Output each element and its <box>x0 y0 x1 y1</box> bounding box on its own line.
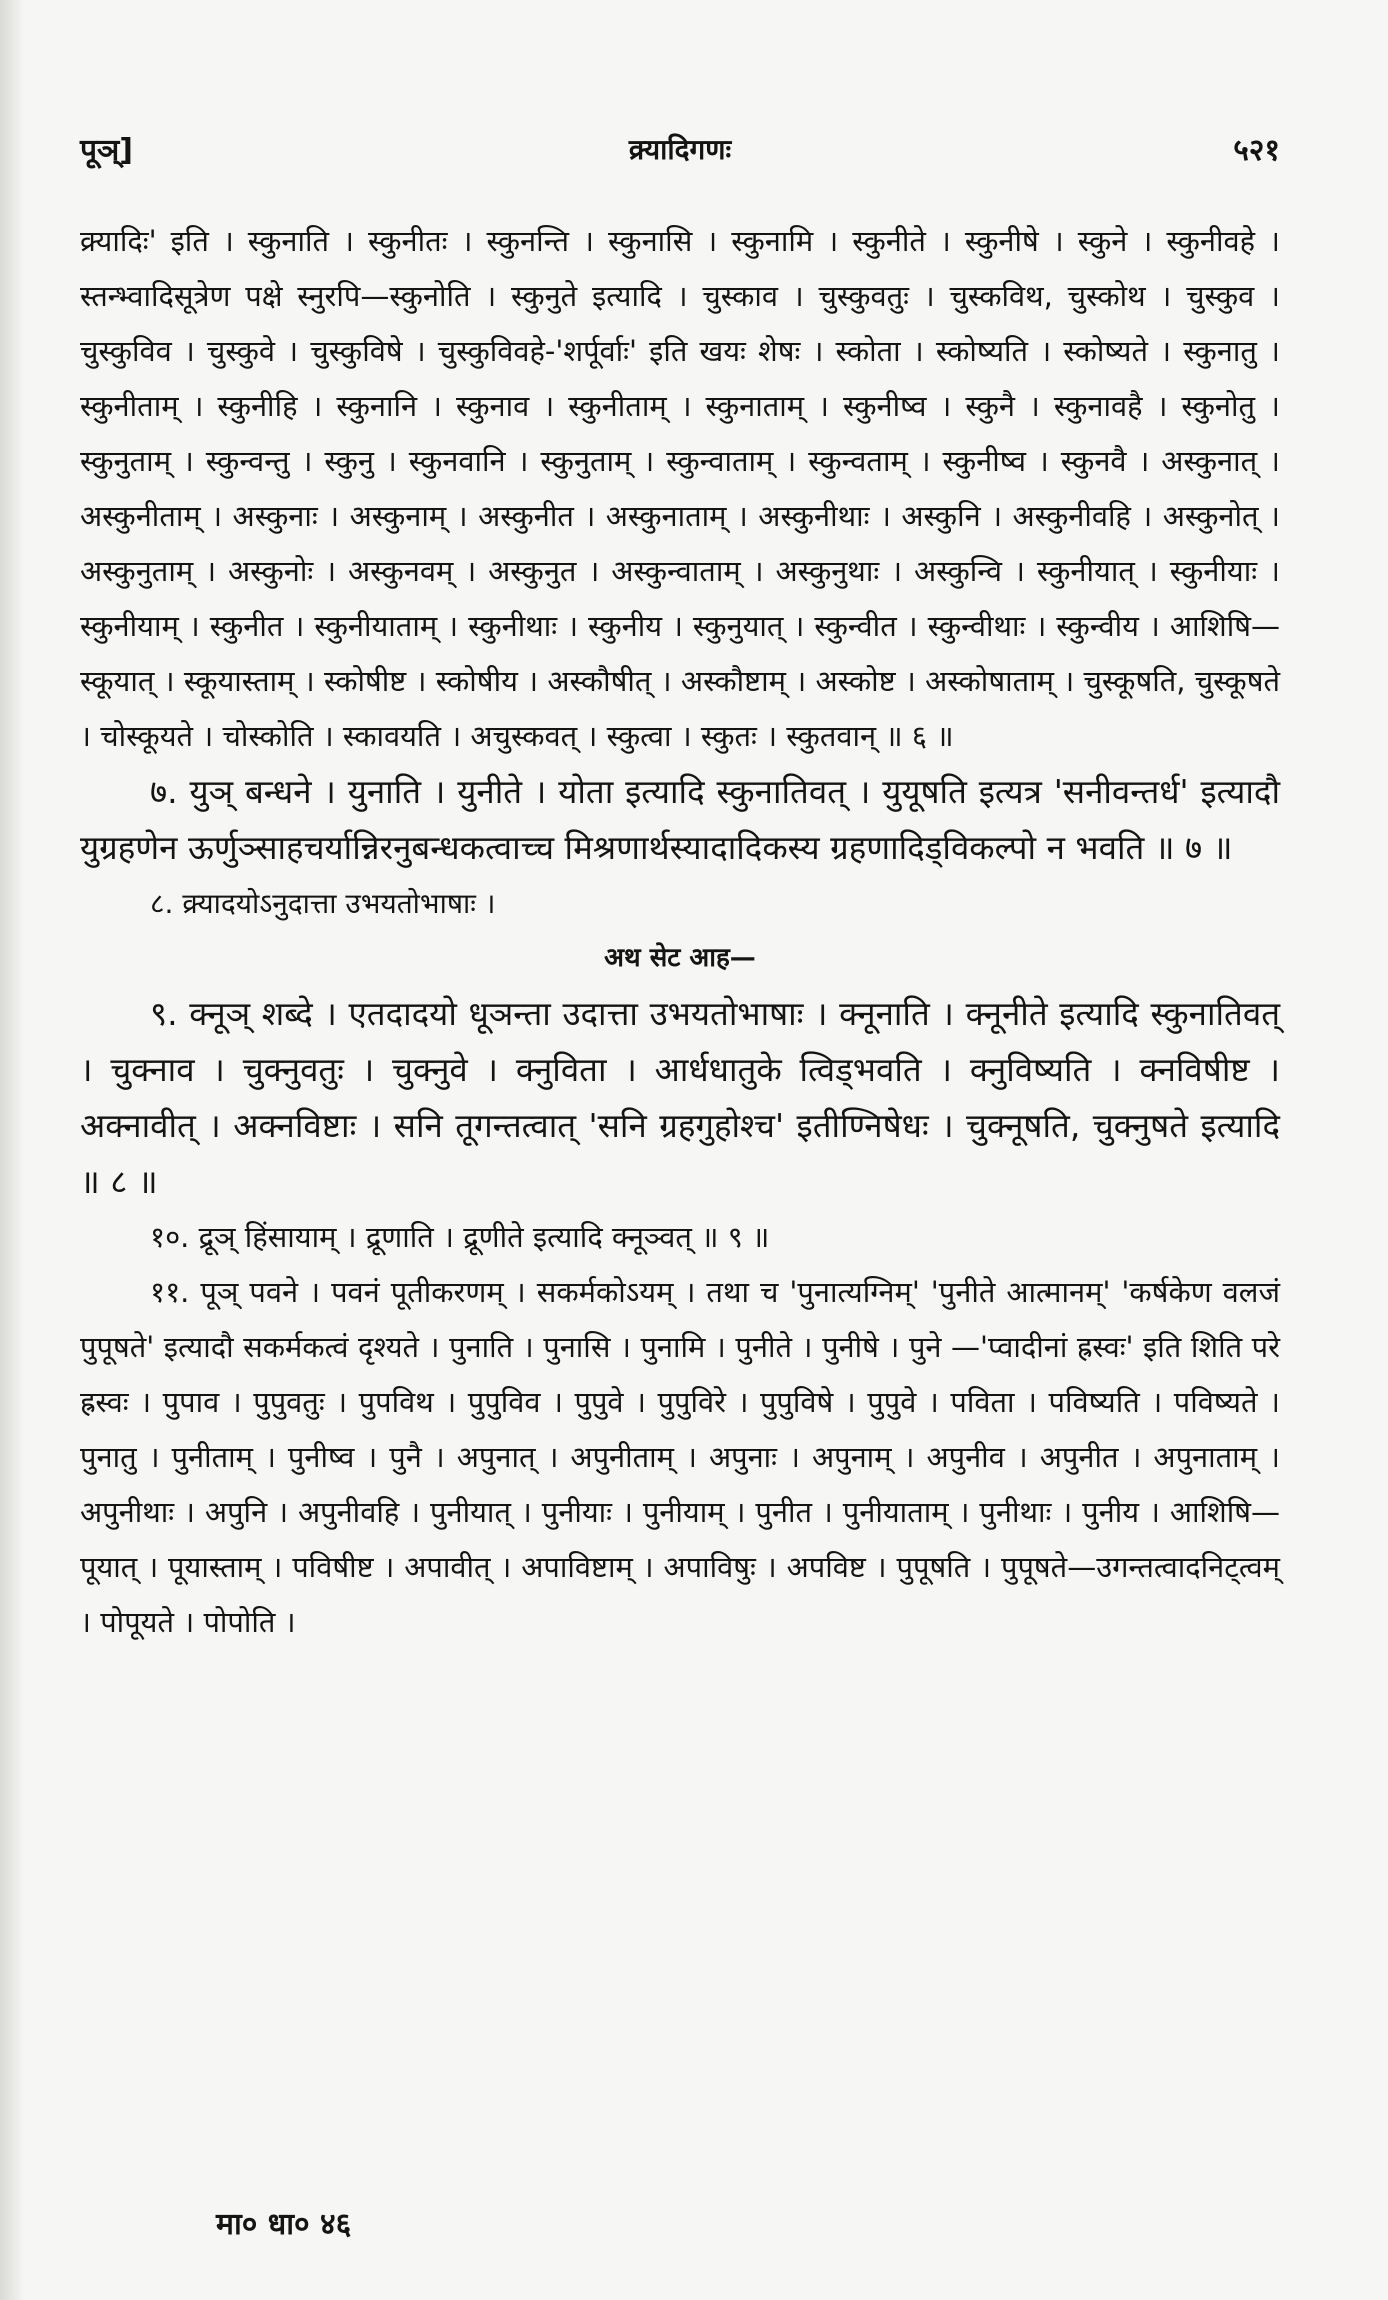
page-footer-signature: मा० धा० ४६ <box>216 2207 352 2242</box>
paragraph-10: १०. द्रूञ् हिंसायाम् । द्रूणाति । द्रूणीते इत्यादि क्नूञ्वत् ॥ ९ ॥ <box>150 1220 770 1254</box>
paragraph-continued: क्र्यादिः' इति । स्कुनाति । स्कुनीतः । स्कुनन्ति । स्कुनासि । स्कुनामि । स्कुनीते । स्कुनीषे । स्कुने । स्कुनीवहे । स्तन्भ्वादिसूत्रेण पक्षे स्नुरपि—स्कुनोति । स्कुनुते इत्यादि । चुस्काव । चुस्कुवतुः । चुस्कविथ, चुस्कोथ । चुस्कुव । चुस्कुविव । चुस्कुवे । चुस्कुविषे । चुस्कुविवहे-'शर्पूर्वाः' इति खयः शेषः । स्कोता । स्कोष्यति । स्कोष्यते । स्कुनातु । स्कुनीताम् । स्कुनीहि । स्कुनानि । स्कुनाव । स्कुनीताम् । स्कुनाताम् । स्कुनीष्व । स्कुनै । स्कुनावहै । स्कुनोतु । स्कुनुताम् । स्कुन्वन्तु । स्कुनु । स्कुनवानि । स्कुनुताम् । स्कुन्वाताम् । स्कुन्वताम् । स्कुनीष्व । स्कुनवै । अस्कुनात् । अस्कुनीताम् । अस्कुनाः । अस्कुनाम् । अस्कुनीत । अस्कुनाताम् । अस्कुनीथाः । अस्कुनि । अस्कुनीवहि । अस्कुनोत् । अस्कुनुताम् । अस्कुनोः । अस्कुनवम् । अस्कुनुत । अस्कुन्वाताम् । अस्कुनुथाः । अस्कुन्वि । स्कुनीयात् । स्कुनीयाः । स्कुनीयाम् । स्कुनीत । स्कुनीयाताम् । स्कुनीथाः । स्कुनीय । स्कुनुयात् । स्कुन्वीत । स्कुन्वीथाः । स्कुन्वीय । आशिषि—स्कूयात् । स्कूयास्ताम् । स्कोषीष्ट । स्कोषीय । अस्कौषीत् । अस्कौष्टाम् । अस्कोष्ट । अस्कोषाताम् । चुस्कूषति, चुस्कूषते । चोस्कूयते । चोस्कोति । स्कावयति । अचुस्कवत् । स्कुत्वा । स्कुतः । स्कुतवान् ॥ ६ ॥ <box>80 224 1280 753</box>
section-heading: अथ सेट आह— <box>604 943 756 973</box>
header-left-root: पूञ्] <box>80 133 134 168</box>
paragraph-8: ८. क्र्यादयोऽनुदात्ता उभयतोभाषाः । <box>150 887 496 920</box>
page-number: ५२१ <box>1233 133 1280 168</box>
paragraph-9: ९. क्नूञ् शब्दे । एतदादयो धूञन्ता उदात्ता उभयतोभाषाः । क्नूनाति । क्नूनीते इत्यादि स्कुनातिवत् । चुक्नाव । चुक्नुवतुः । चुक्नुवे । क्नुविता । आर्धधातुके त्विड्भवति । क्नुविष्यति । क्नविषीष्ट । अक्नावीत् । अक्नविष्टाः । सनि तूगन्तत्वात् 'सनि ग्रहगुहोश्च' इतीण्निषेधः । चुक्नूषति, चुक्नुषते इत्यादि ॥ ८ ॥ <box>80 994 1280 1201</box>
page-header <box>80 128 1280 168</box>
page-edge-shadow <box>0 0 24 2300</box>
paragraph-11: ११. पूञ् पवने । पवनं पूतीकरणम् । सकर्मकोऽयम् । तथा च 'पुनात्यग्निम्' 'पुनीते आत्मानम्' 'कर्षकेण वलजं पुपूषते' इत्यादौ सकर्मकत्वं दृश्यते । पुनाति । पुनासि । पुनामि । पुनीते । पुनीषे । पुने —'प्वादीनां ह्रस्वः' इति शिति परे ह्रस्वः । पुपाव । पुपुवतुः । पुपविथ । पुपुविव । पुपुवे । पुपुविरे । पुपुविषे । पुपुवे । पविता । पविष्यति । पविष्यते । पुनातु । पुनीताम् । पुनीष्व । पुनै । अपुनात् । अपुनीताम् । अपुनाः । अपुनाम् । अपुनीव । अपुनीत । अपुनाताम् । अपुनीथाः । अपुनि । अपुनीवहि । पुनीयात् । पुनीयाः । पुनीयाम् । पुनीत । पुनीयाताम् । पुनीथाः । पुनीय । आशिषि—पूयात् । पूयास्ताम् । पविषीष्ट । अपावीत् । अपाविष्टाम् । अपाविषुः । अपविष्ट । पुपूषति । पुपूषते—उगन्तत्वादनिट्त्वम् । पोपूयते । पोपोति । <box>80 1275 1280 1639</box>
paragraph-7: ७. युञ् बन्धने । युनाति । युनीते । योता इत्यादि स्कुनातिवत् । युयूषति इत्यत्र 'सनीवन्तर्ध' इत्यादौ युग्रहणेन ऊर्णुञ्साहचर्यान्निरनुबन्धकत्वाच्च मिश्रणार्थस्यादादिकस्य ग्रहणादिड्विकल्पो न भवति ॥ ७ ॥ <box>80 772 1280 867</box>
header-section-title: क्र्यादिगणः <box>628 133 732 166</box>
body-text <box>80 214 1280 1650</box>
